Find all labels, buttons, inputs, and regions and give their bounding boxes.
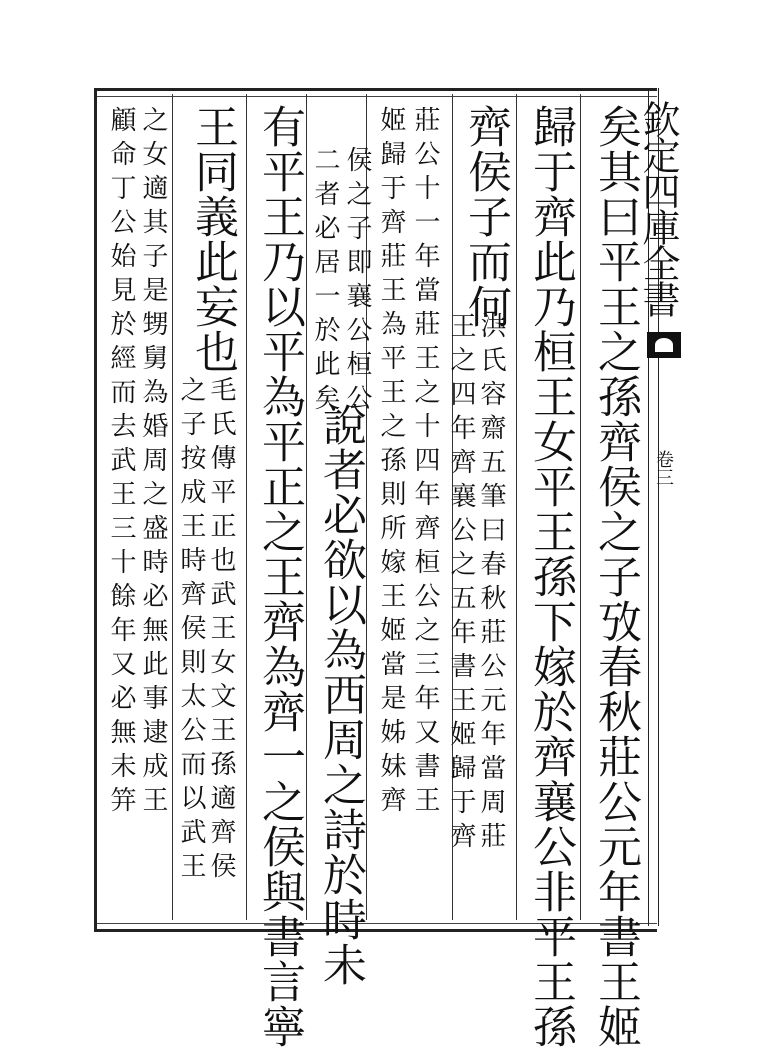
text-column-4: 洪氏容齋五筆曰春秋莊公元年當周莊 bbox=[476, 312, 506, 856]
text-column-5: 王之四年齊襄公之五年書王姬歸于齊 bbox=[446, 312, 476, 856]
text-column-10: 說者必欲以為西周之詩於時未 bbox=[315, 402, 366, 987]
frame-inner-top-rule bbox=[97, 96, 657, 97]
text-column-12: 王同義此妄也 bbox=[187, 104, 238, 374]
text-column-9: 二者必居一於此矣 bbox=[310, 146, 340, 418]
fishtail-mark-icon bbox=[647, 332, 681, 358]
text-column-6: 莊公十一年當莊王之十四年齊桓公之三年又書王 bbox=[410, 106, 440, 820]
text-column-3: 齊侯子而何 bbox=[460, 104, 511, 329]
text-column-15: 之女適其子是甥舅為婚周之盛時必無此事逮成王 bbox=[138, 106, 168, 820]
text-column-16: 顧命丁公始見於經而去武王三十餘年又必無未笄 bbox=[106, 106, 136, 820]
text-column-1: 矣其曰平王之孫齊侯之子攷春秋莊公元年書王姬 bbox=[590, 104, 641, 1049]
text-column-2: 歸于齊此乃桓王女平王孫下嫁於齊襄公非平王孫 bbox=[525, 104, 576, 1049]
text-column-11: 有平王乃以平為平正之王齊為齊一之侯與書言寧 bbox=[254, 104, 305, 1049]
column-rule bbox=[516, 94, 517, 920]
text-column-13: 毛氏傳平正也武王女文王孫適齊侯 bbox=[206, 376, 236, 886]
column-rule bbox=[580, 94, 581, 920]
text-column-14: 之子按成王時齊侯則太公而以武王 bbox=[176, 376, 206, 886]
column-rule bbox=[246, 94, 247, 920]
text-column-7: 姬歸于齊莊王為平王之孫則所嫁王姬當是姊妹齊 bbox=[376, 106, 406, 820]
book-title: 欽定四庫全書 bbox=[636, 100, 680, 316]
column-rule bbox=[172, 94, 173, 920]
text-column-8: 侯之子即襄公桓公 bbox=[342, 146, 372, 418]
juan-label: 卷三 bbox=[653, 450, 674, 486]
column-rule bbox=[306, 94, 307, 920]
